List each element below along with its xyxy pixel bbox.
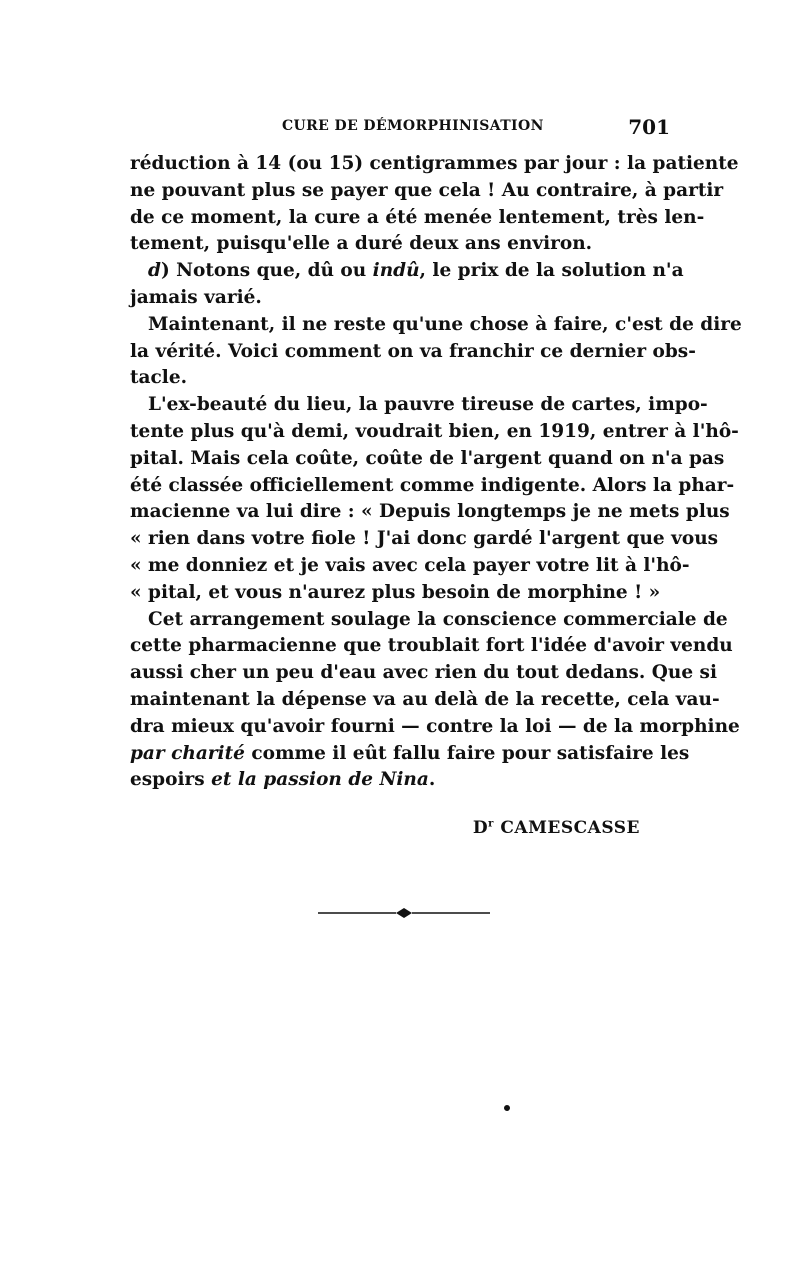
text-line	[130, 553, 690, 580]
text-line	[130, 231, 670, 258]
text-line	[130, 258, 684, 285]
text-segment: de ce moment, la cure a été menée lentement, très len-	[130, 206, 705, 228]
text-line	[130, 714, 740, 741]
signature-title: D	[472, 818, 489, 838]
italic-text-segment: par charité	[130, 742, 245, 764]
text-segment: maintenant la dépense va au delà de la recette, cela vau-	[130, 688, 720, 710]
text-segment: réduction à 14 (ou 15) centigrammes par jour : la patiente	[130, 153, 739, 174]
text-segment: la vérité. Voici comment on va franchir ce dernier obs-	[130, 340, 696, 362]
text-line	[130, 687, 720, 714]
signature-title-superscript: r	[488, 818, 494, 830]
text-line	[130, 607, 728, 634]
italic-text-segment: et la passion de Nina	[211, 769, 429, 791]
author-signature	[473, 818, 640, 838]
running-title: CURE DE DÉMORPHINISATION	[282, 118, 544, 134]
text-line	[130, 392, 708, 419]
text-segment: macienne va lui dire : « Depuis longtemps je ne mets plus	[130, 501, 730, 523]
text-segment: , le prix de la solution n'a	[419, 260, 684, 282]
text-segment: été classée officiellement comme indigente. Alors la phar-	[130, 474, 735, 496]
text-line	[130, 446, 725, 473]
text-line	[130, 660, 717, 687]
text-line	[130, 285, 670, 312]
text-segment: « me donniez et je vais avec cela payer votre lit à l'hô-	[130, 554, 690, 576]
text-line	[130, 473, 735, 500]
text-segment: jamais varié.	[130, 286, 262, 308]
text-line	[130, 312, 742, 339]
printed-dot-mark	[504, 1105, 510, 1111]
text-line	[130, 419, 739, 446]
text-line	[130, 151, 739, 178]
page-number: 701	[628, 115, 670, 139]
text-segment: ne pouvant plus se payer que cela ! Au contraire, à partir	[130, 179, 724, 201]
text-line	[130, 499, 730, 526]
text-segment: « pital, et vous n'aurez plus besoin de morphine ! »	[130, 581, 661, 603]
text-line	[130, 526, 719, 553]
text-segment: Maintenant, il ne reste qu'une chose à faire, c'est de dire	[148, 313, 742, 335]
italic-text-segment: indû	[372, 260, 420, 282]
text-segment: « rien dans votre fiole ! J'ai donc gardé l'argent que vous	[130, 528, 719, 550]
text-segment: tement, puisqu'elle a duré deux ans environ.	[130, 233, 593, 255]
italic-text-segment: d	[148, 260, 161, 282]
body-text	[130, 151, 742, 794]
text-line	[130, 580, 670, 607]
diamond-rule-ornament	[318, 906, 490, 920]
text-segment: ) Notons que, dû ou	[160, 260, 373, 282]
text-line	[130, 633, 733, 660]
text-segment: comme il eût fallu faire pour satisfaire les	[244, 742, 690, 764]
text-segment: L'ex-beauté du lieu, la pauvre tireuse de cartes, impo-	[148, 394, 708, 416]
text-line	[130, 178, 724, 205]
text-line	[130, 205, 705, 232]
text-segment: aussi cher un peu d'eau avec rien du tout dedans. Que si	[130, 662, 717, 684]
running-head	[130, 115, 670, 139]
text-segment: dra mieux qu'avoir fourni — contre la loi — de la morphine	[130, 715, 740, 737]
text-segment: tente plus qu'à demi, voudrait bien, en 1919, entrer à l'hô-	[130, 420, 739, 442]
text-segment: cette pharmacienne que troublait fort l'idée d'avoir vendu	[130, 635, 733, 657]
text-segment: pital. Mais cela coûte, coûte de l'argent quand on n'a pas	[130, 447, 725, 469]
text-segment: tacle.	[130, 367, 188, 389]
text-line	[130, 339, 696, 366]
text-line	[130, 741, 690, 768]
text-segment: .	[428, 769, 436, 791]
text-segment: Cet arrangement soulage la conscience commerciale de	[148, 608, 728, 630]
text-line	[130, 365, 670, 392]
text-segment: espoirs	[130, 769, 212, 791]
text-line	[130, 767, 670, 794]
signature-name: CAMESCASSE	[500, 818, 640, 838]
